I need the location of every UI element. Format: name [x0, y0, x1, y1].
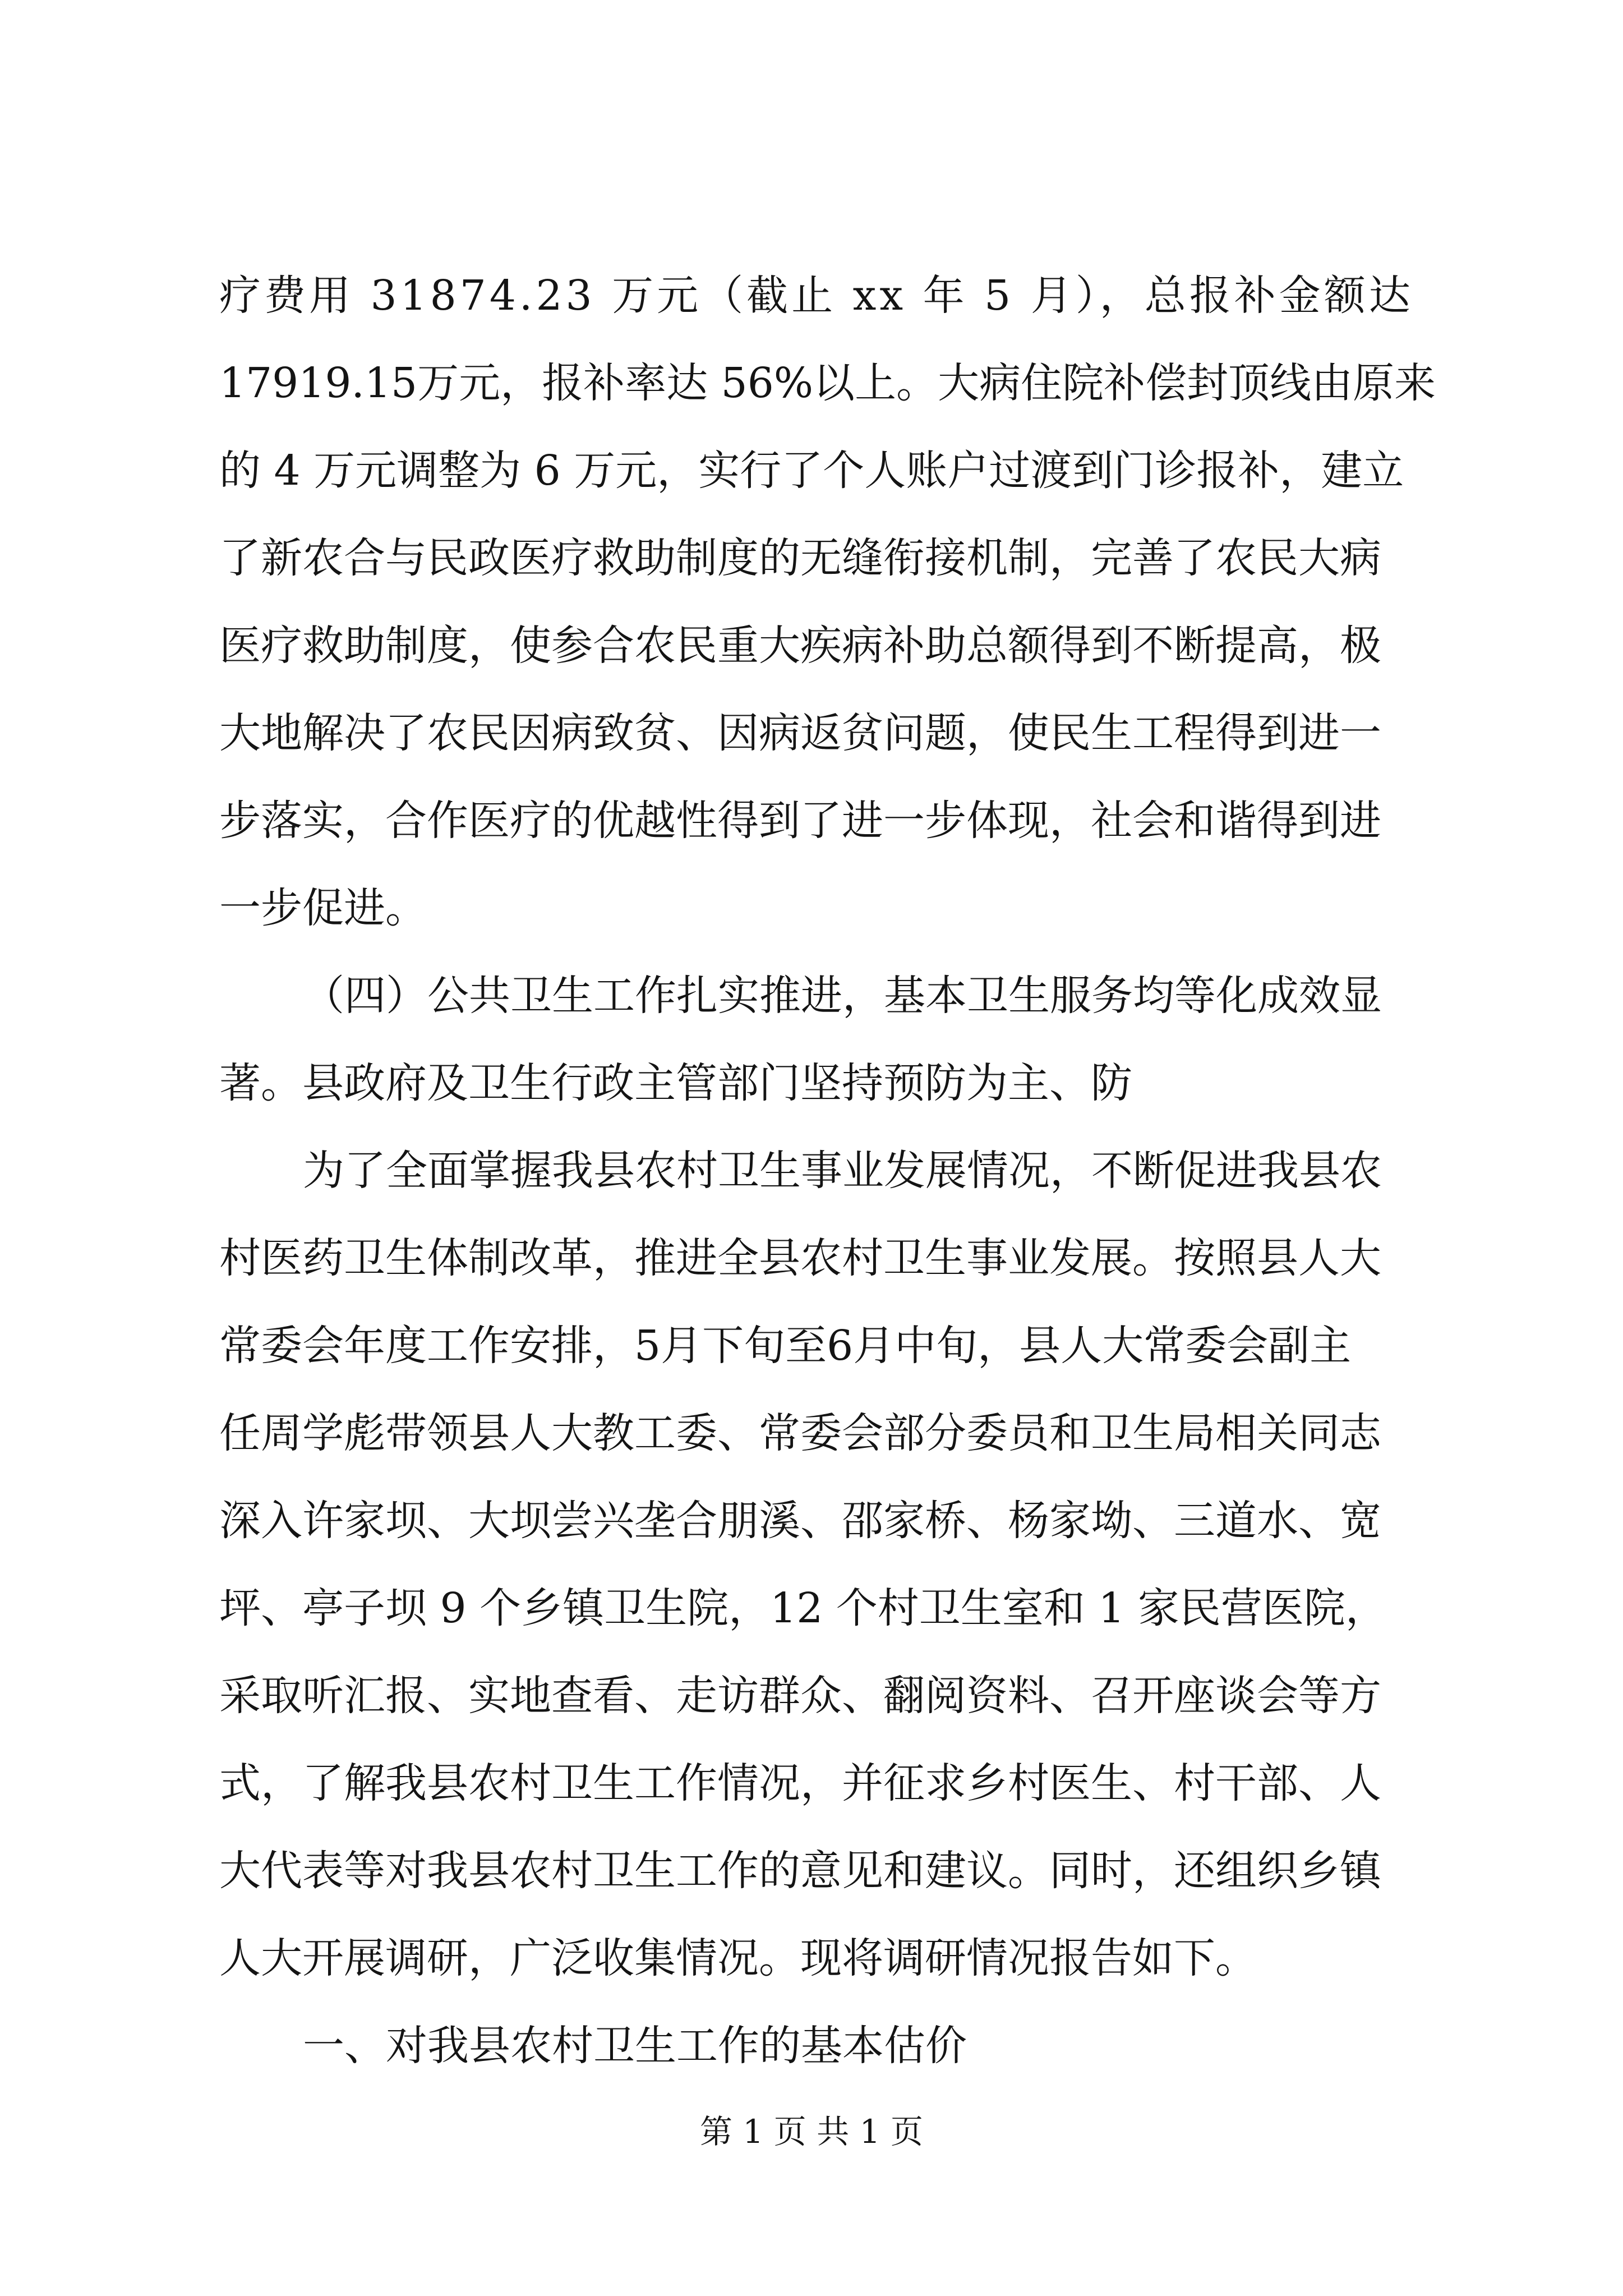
text-line: 式，了解我县农村卫生工作情况，并征求乡村医生、村干部、人	[219, 1759, 1381, 1807]
text-line: 大地解决了农民因病致贫、因病返贫问题，使民生工程得到进一	[219, 709, 1381, 757]
text-line: 著。县政府及卫生行政主管部门坚持预防为主、防	[219, 1059, 1132, 1107]
page-footer: 第 1 页 共 1 页	[700, 2113, 923, 2151]
section-heading-line: 一、对我县农村卫生工作的基本估价	[303, 2022, 967, 2070]
text-line: 村医药卫生体制改革，推进全县农村卫生事业发展。按照县人大	[219, 1234, 1381, 1282]
text-line: 采取听汇报、实地查看、走访群众、翻阅资料、召开座谈会等方	[219, 1672, 1381, 1720]
text-line: 步落实，合作医疗的优越性得到了进一步体现，社会和谐得到进	[219, 797, 1381, 845]
text-line: 大代表等对我县农村卫生工作的意见和建议。同时，还组织乡镇	[219, 1847, 1381, 1895]
text-line: 常委会年度工作安排，5月下旬至6月中旬，县人大常委会副主	[219, 1322, 1352, 1370]
text-line: 人大开展调研，广泛收集情况。现将调研情况报告如下。	[219, 1934, 1257, 1982]
text-line: 医疗救助制度，使参合农民重大疾病补助总额得到不断提高，极	[219, 622, 1381, 670]
text-line: 一步促进。	[219, 884, 427, 932]
paragraph-start-line: 为了全面掌握我县农村卫生事业发展情况，不断促进我县农	[303, 1147, 1382, 1195]
text-line: 的 4 万元调整为 6 万元，实行了个人账户过渡到门诊报补，建立	[219, 447, 1404, 495]
text-line: 了新农合与民政医疗救助制度的无缝衔接机制，完善了农民大病	[219, 534, 1381, 582]
text-line: 疗费用 31874.23 万元（截止 xx 年 5 月），总报补金额达	[219, 272, 1414, 320]
text-line: 任周学彪带领县人大教工委、常委会部分委员和卫生局相关同志	[219, 1409, 1381, 1457]
section-heading-line: （四）公共卫生工作扎实推进，基本卫生服务均等化成效显	[303, 972, 1382, 1020]
text-line: 深入许家坝、大坝尝兴垄合朋溪、邵家桥、杨家坳、三道水、宽	[219, 1497, 1381, 1545]
text-line: 17919.15万元，报补率达 56%以上。大病住院补偿封顶线由原来	[219, 359, 1436, 407]
text-line: 坪、亭子坝 9 个乡镇卫生院，12 个村卫生室和 1 家民营医院，	[219, 1584, 1387, 1632]
